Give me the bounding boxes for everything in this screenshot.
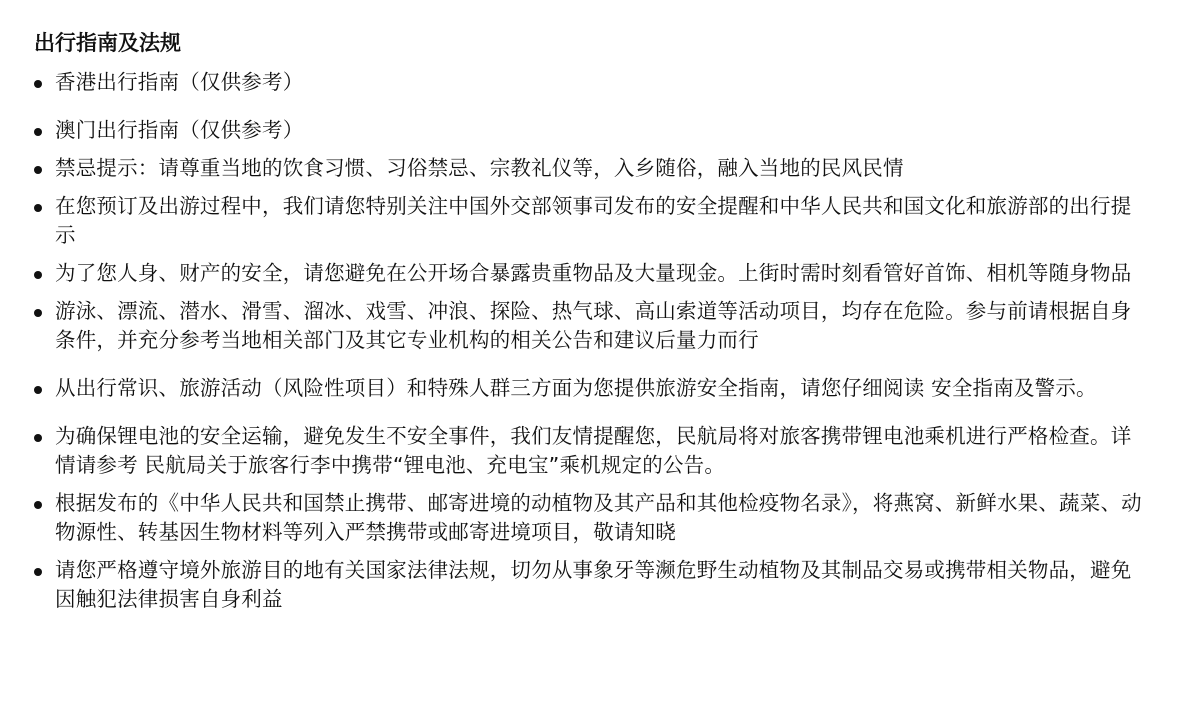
list-item-law-compliance [34,556,1146,614]
list-item-text: 从出行常识、旅游活动（风险性项目）和特殊人群三方面为您提供旅游安全指南，请您仔细阅读 [55,376,932,400]
list-item-safety-guide [34,374,1146,403]
list-item-text: 请您严格遵守境外旅游目的地有关国家法律法规，切勿从事象牙等濒危野生动植物及其制品交易或携带相关物品，避免因触犯法律损害自身利益 [55,558,1132,611]
bullet-icon [34,80,42,88]
guide-list [34,68,1146,614]
list-item-macau-guide [34,116,1146,145]
list-item-hongkong-guide [34,68,1146,97]
macau-guide-link[interactable]: 澳门出行指南（仅供参考） [55,118,304,142]
bullet-icon [34,128,42,136]
list-item-text: 游泳、漂流、潜水、滑雪、溜冰、戏雪、冲浪、探险、热气球、高山索道等活动项目，均存在危险。参与前请根据自身条件，并充分参考当地相关部门及其它专业机构的相关公告和建议后量力而行 [55,299,1132,352]
bullet-icon [34,386,42,394]
section-title: 出行指南及法规 [34,31,181,55]
list-item-safety-notice [34,192,1146,250]
list-item-activity-risk [34,297,1146,355]
list-item-text-suffix: 。 [1076,376,1097,400]
bullet-icon [34,166,42,174]
bullet-icon [34,568,42,576]
safety-guide-link[interactable]: 安全指南及警示 [931,376,1077,400]
hongkong-guide-link[interactable]: 香港出行指南（仅供参考） [55,70,304,94]
list-item-lithium-battery [34,422,1146,480]
list-item-text-suffix: 。 [704,453,726,477]
bullet-icon [34,309,42,317]
bullet-icon [34,204,42,212]
list-item-prohibited-items [34,489,1146,547]
travel-guide-section [34,28,1146,623]
list-item-property-safety [34,259,1146,288]
bullet-icon [34,271,42,279]
list-item-text: 为了您人身、财产的安全，请您避免在公开场合暴露贵重物品及大量现金。上街时需时刻看管好首饰、相机等随身物品 [55,261,1132,285]
list-item-taboo-tips [34,154,1146,183]
bullet-icon [34,434,42,442]
list-item-text: 根据发布的《中华人民共和国禁止携带、邮寄进境的动植物及其产品和其他检疫物名录》，将燕窝、新鲜水果、蔬菜、动物源性、转基因生物材料等列入严禁携带或邮寄进境项目，敬请知晓 [55,491,1142,544]
list-item-text: 禁忌提示：请尊重当地的饮食习惯、习俗禁忌、宗教礼仪等，入乡随俗，融入当地的民风民情 [55,156,904,180]
bullet-icon [34,501,42,509]
list-item-text: 在您预订及出游过程中，我们请您特别关注中国外交部领事司发布的安全提醒和中华人民共和国文化和旅游部的出行提示 [55,194,1132,247]
list-item-text: 为确保锂电池的安全运输，避免发生不安全事件，我们友情提醒您，民航局将对旅客携带锂电池乘机进行严格检查。详情请参考 [55,424,1132,477]
caac-notice-link[interactable]: 民航局关于旅客行李中携带“锂电池、充电宝”乘机规定的公告 [144,453,705,477]
